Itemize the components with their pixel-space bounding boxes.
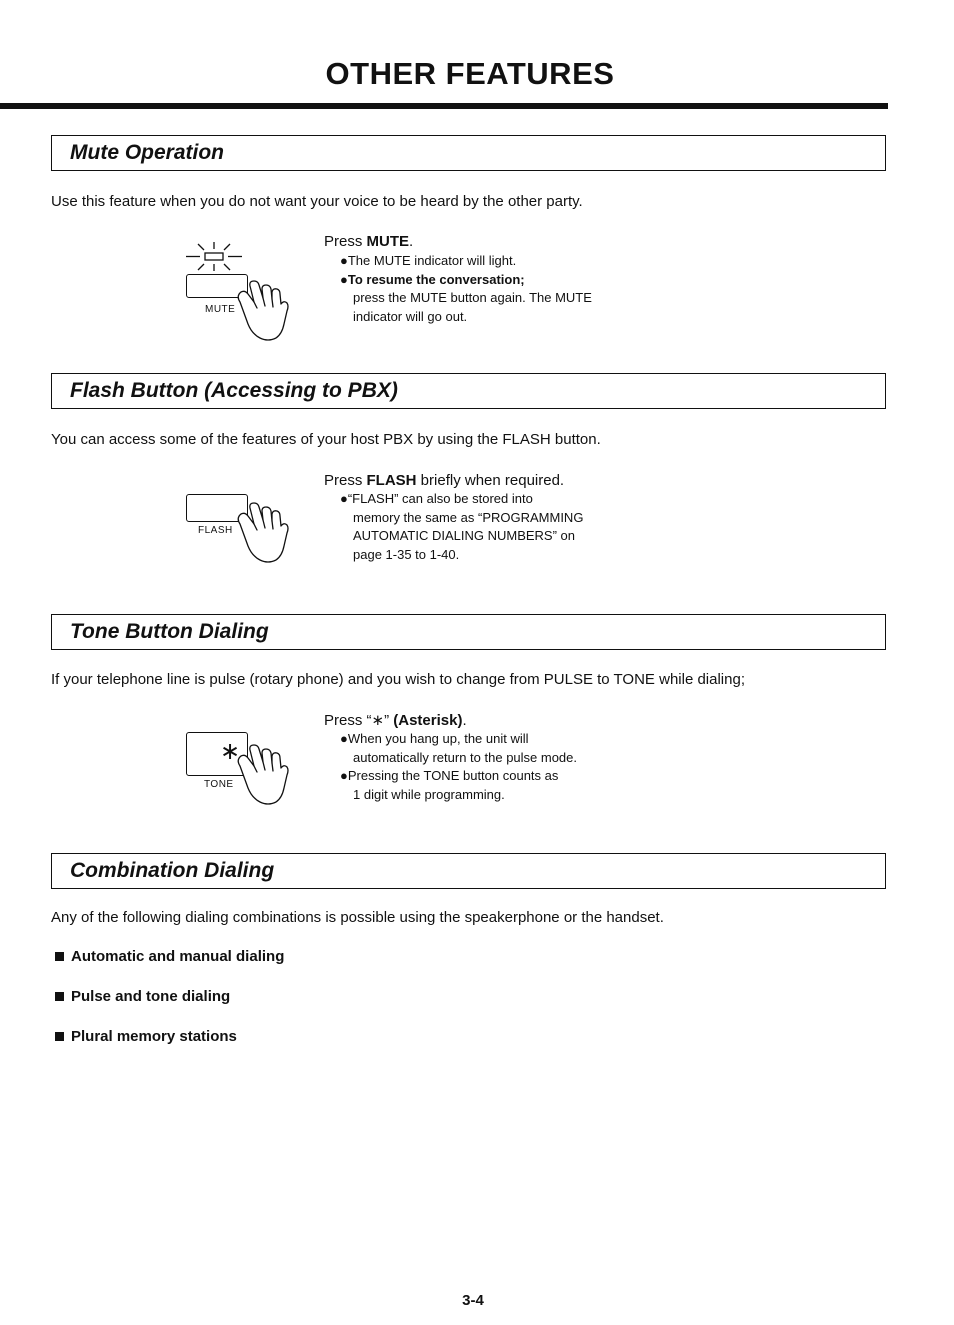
- page-title: OTHER FEATURES: [325, 56, 615, 91]
- section-header-mute: [51, 135, 886, 171]
- list-item-label: Plural memory stations: [71, 1028, 237, 1045]
- mute-note: ●To resume the conversation;: [340, 271, 525, 287]
- tone-note: ●Pressing the TONE button counts as: [340, 768, 559, 783]
- tone-notes: [340, 730, 577, 804]
- list-item-label: Automatic and manual dialing: [71, 948, 285, 965]
- tone-press-suffix: .: [462, 712, 467, 729]
- tone-key-label: TONE: [204, 779, 234, 790]
- flash-press-prefix: Press: [324, 472, 367, 489]
- section-title-tone: Tone Button Dialing: [70, 620, 269, 643]
- section-title-combination: Combination Dialing: [70, 859, 275, 882]
- mute-button-figure: [180, 238, 300, 343]
- flash-notes: [340, 490, 583, 564]
- tone-note: ●When you hang up, the unit will: [340, 731, 529, 746]
- flash-key-label: FLASH: [198, 525, 233, 536]
- asterisk-icon: ∗: [220, 737, 241, 765]
- tone-intro: If your telephone line is pulse (rotary phone) and you wish to change from PULSE to TONE while dialing;: [51, 671, 745, 688]
- bullet-square-icon: [55, 952, 64, 961]
- tone-press-prefix: Press “∗”: [324, 712, 394, 729]
- flash-press-key: FLASH: [366, 472, 417, 489]
- flash-note: memory the same as “PROGRAMMING: [353, 509, 584, 525]
- mute-press-instruction: [324, 233, 413, 250]
- mute-note: press the MUTE button again. The MUTE: [353, 290, 592, 305]
- title-rule: [0, 103, 888, 109]
- section-header-combination: [51, 853, 886, 889]
- mute-notes: [340, 252, 592, 326]
- list-item: [55, 988, 284, 1028]
- mute-key-label: MUTE: [205, 304, 236, 315]
- section-title-flash: Flash Button (Accessing to PBX): [70, 379, 398, 402]
- section-header-flash: [51, 373, 886, 409]
- bullet-square-icon: [55, 1032, 64, 1041]
- section-header-tone: [51, 614, 886, 650]
- mute-press-prefix: Press: [324, 233, 367, 250]
- mute-note: indicator will go out.: [353, 308, 468, 324]
- list-item: [55, 948, 284, 988]
- list-item-label: Pulse and tone dialing: [71, 988, 231, 1005]
- hand-pointer-icon: [232, 280, 292, 342]
- mute-intro: Use this feature when you do not want your voice to be heard by the other party.: [51, 193, 583, 210]
- flash-intro: You can access some of the features of your host PBX by using the FLASH button.: [51, 431, 601, 448]
- flash-button-figure: [180, 492, 300, 582]
- mute-press-key: MUTE: [366, 233, 410, 250]
- mute-press-suffix: .: [409, 233, 414, 250]
- hand-pointer-icon: [232, 744, 292, 806]
- mute-note: ●The MUTE indicator will light.: [340, 253, 517, 268]
- combination-intro: Any of the following dialing combinations is possible using the speakerphone or the handset.: [51, 909, 664, 926]
- list-item: [55, 1028, 284, 1068]
- tone-press-key: (Asterisk): [393, 712, 463, 729]
- tone-press-instruction: [324, 711, 467, 729]
- tone-note: 1 digit while programming.: [353, 786, 505, 802]
- hand-pointer-icon: [232, 502, 292, 564]
- bullet-square-icon: [55, 992, 64, 1001]
- page-number: 3-4: [462, 1292, 484, 1309]
- flash-press-suffix: briefly when required.: [416, 472, 565, 489]
- indicator-light-icon: [180, 238, 250, 276]
- combination-list: [55, 948, 284, 1068]
- section-title-mute: Mute Operation: [70, 141, 225, 164]
- flash-press-instruction: [324, 472, 564, 489]
- flash-note: page 1-35 to 1-40.: [353, 546, 460, 562]
- tone-button-figure: [180, 730, 300, 820]
- tone-note: automatically return to the pulse mode.: [353, 749, 578, 765]
- flash-note: AUTOMATIC DIALING NUMBERS” on: [353, 528, 575, 543]
- flash-note: ●“FLASH” can also be stored into: [340, 491, 533, 506]
